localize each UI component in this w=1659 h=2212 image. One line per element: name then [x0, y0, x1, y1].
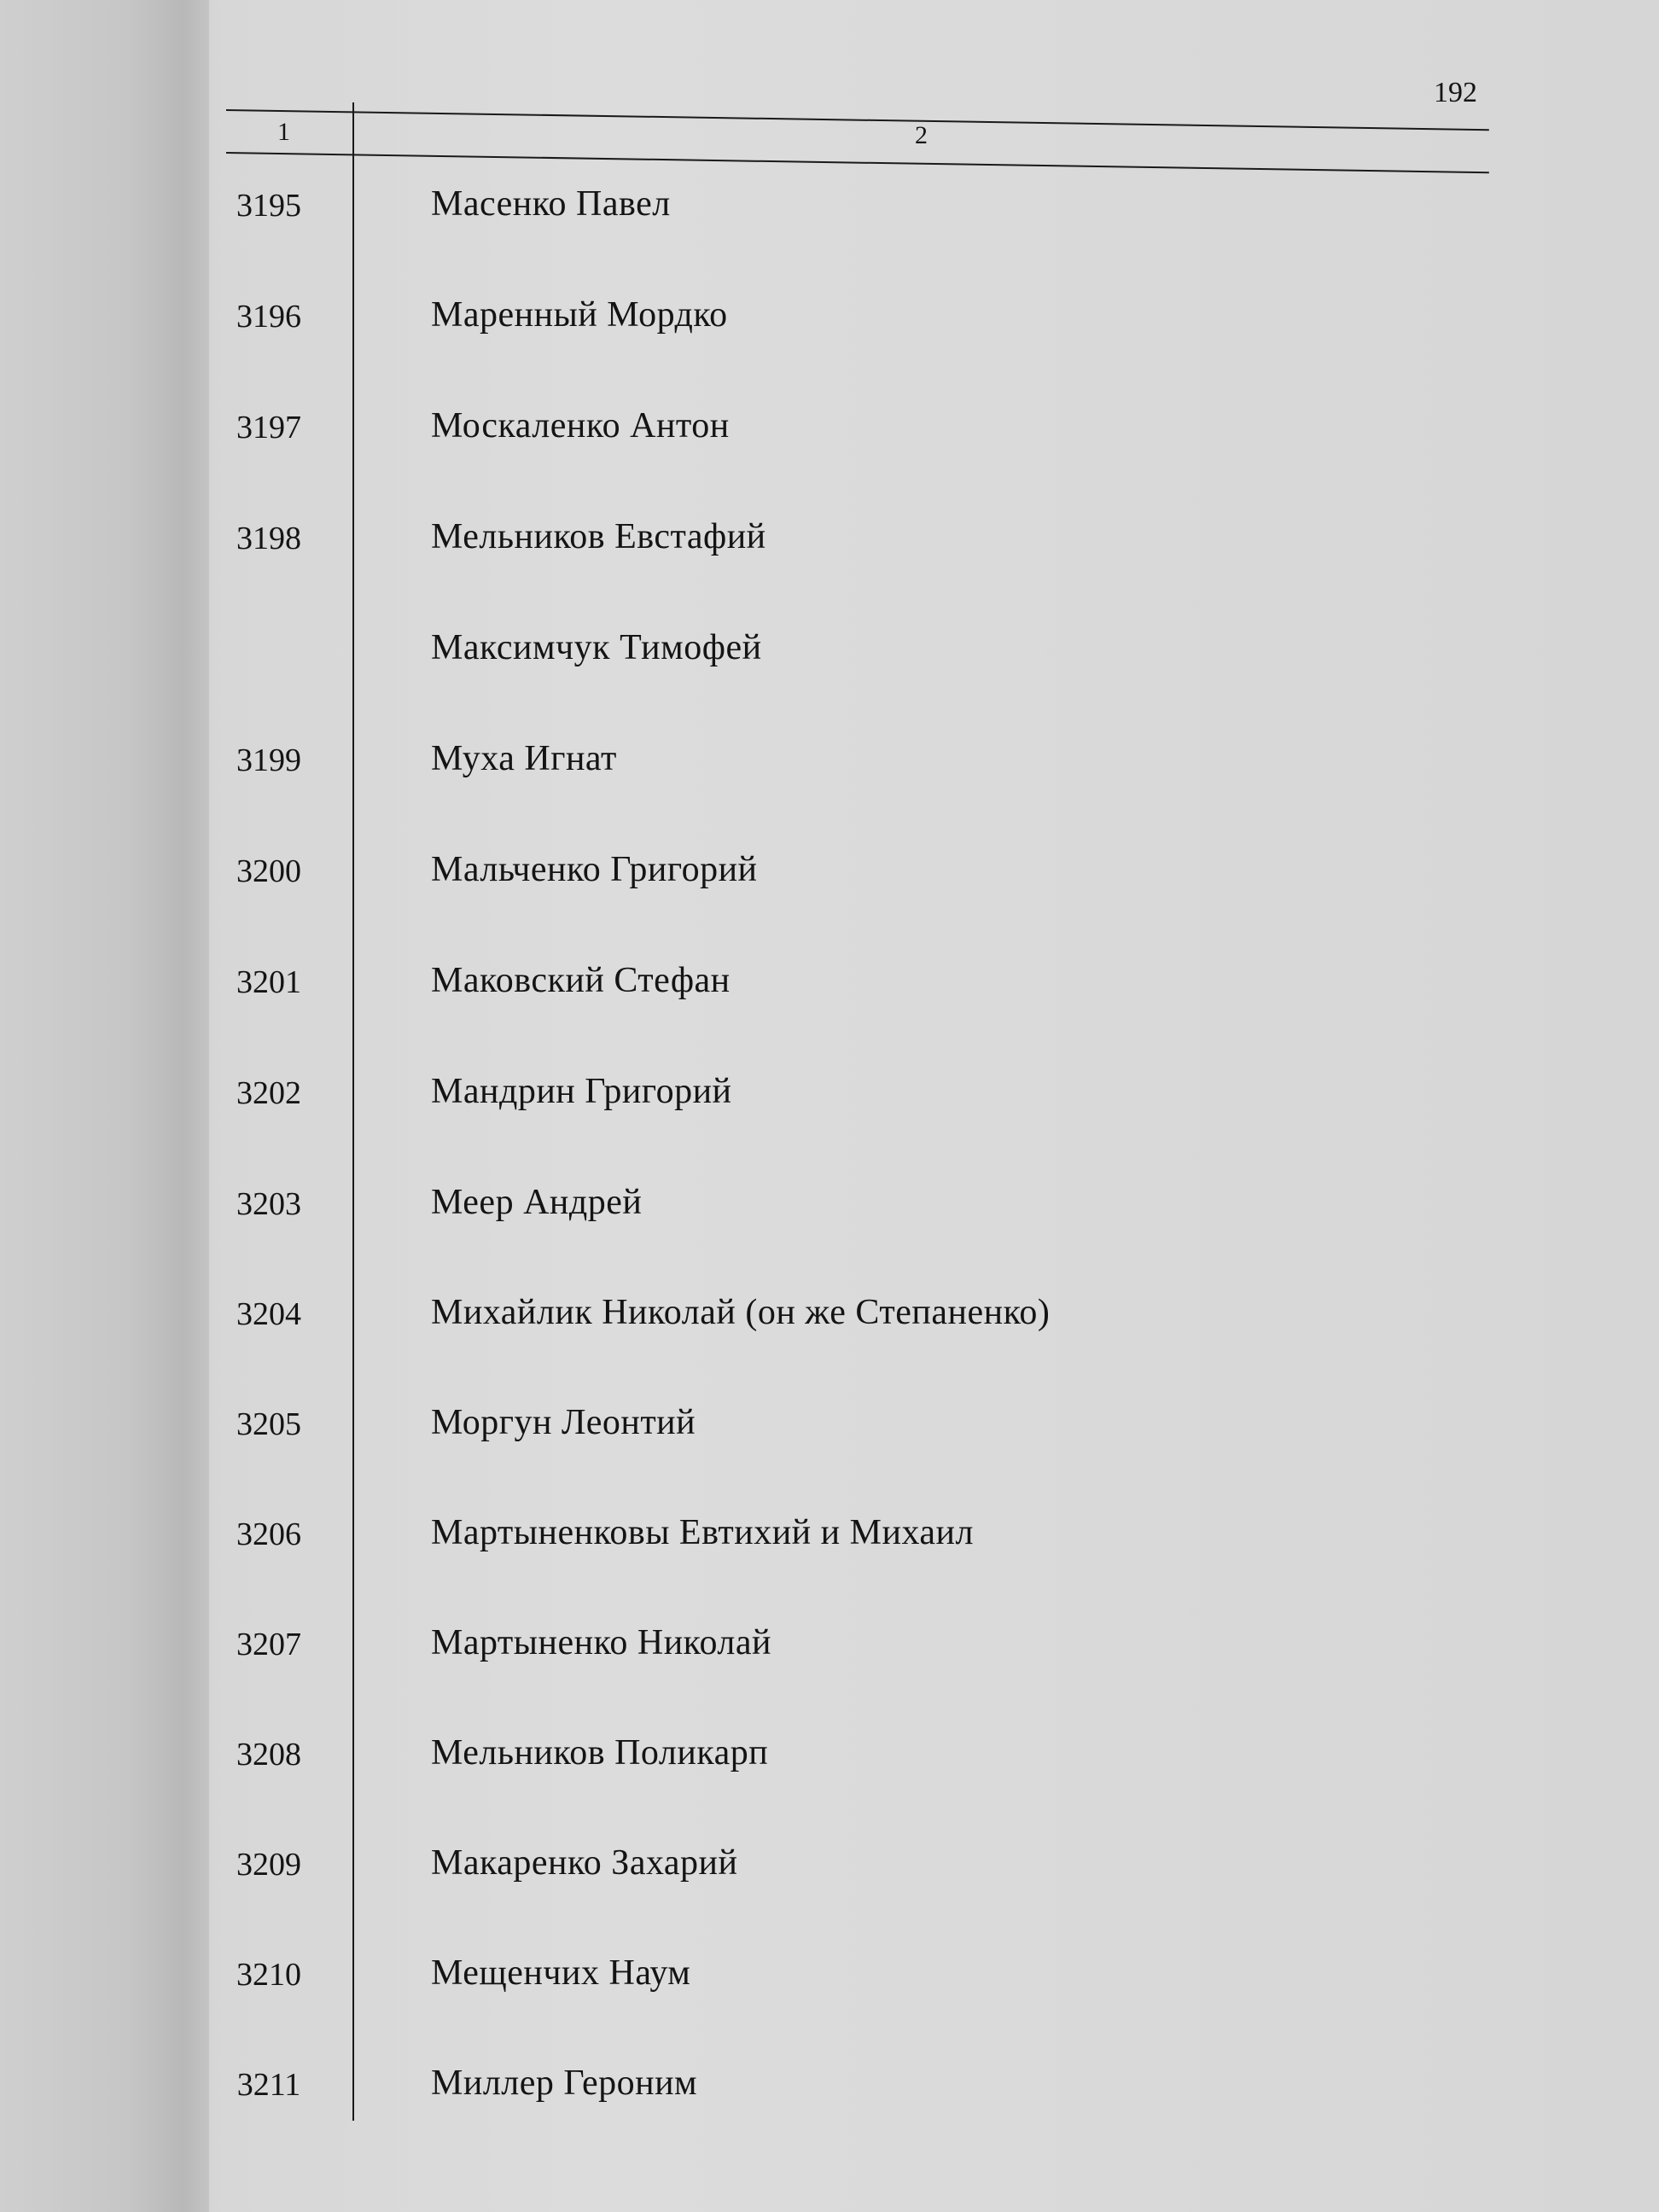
row-name: Муха Игнат	[431, 739, 617, 778]
row-name: Меер Андрей	[431, 1183, 643, 1222]
row-number: 3203	[236, 1186, 301, 1222]
row-name: Маренный Мордко	[431, 295, 728, 335]
row-name: Михайлик Николай (он же Степаненко)	[431, 1293, 1051, 1332]
row-number: 3195	[236, 188, 301, 224]
row-name: Макаренко Захарий	[431, 1843, 738, 1883]
table-top-rule	[226, 109, 1489, 131]
column-header-1: 1	[277, 118, 290, 146]
table-header-rule	[226, 152, 1489, 173]
row-number: 3206	[236, 1516, 301, 1552]
column-header-2: 2	[915, 121, 928, 149]
row-number: 3201	[236, 964, 301, 1000]
row-name: Москаленко Антон	[431, 406, 730, 445]
row-number: 3196	[236, 299, 301, 335]
row-name: Масенко Павел	[431, 184, 671, 224]
row-number: 3205	[236, 1406, 301, 1442]
row-number: 3209	[236, 1847, 301, 1883]
row-name: Мартыненковы Евтихий и Михаил	[431, 1513, 974, 1552]
page-number: 192	[1434, 77, 1477, 108]
column-divider	[352, 102, 354, 2121]
row-name: Маковский Стефан	[431, 961, 731, 1000]
row-name: Мельников Евстафий	[431, 517, 766, 556]
row-number: 3211	[236, 2067, 301, 2103]
row-name: Миллер Героним	[431, 2064, 698, 2103]
row-number: 3197	[236, 410, 301, 445]
row-number: 3198	[236, 521, 301, 556]
row-name: Мещенчих Наум	[431, 1953, 691, 1993]
row-number: 3210	[236, 1957, 301, 1993]
row-number: 3199	[236, 742, 301, 778]
row-number: 3208	[236, 1737, 301, 1773]
previous-page-edge	[0, 0, 209, 2212]
row-name: Мартыненко Николай	[431, 1623, 771, 1662]
row-name: Мельников Поликарп	[431, 1733, 769, 1773]
row-number: 3207	[236, 1627, 301, 1662]
row-name: Мандрин Григорий	[431, 1072, 732, 1111]
row-number: 3204	[236, 1296, 301, 1332]
row-number: 3202	[236, 1075, 301, 1111]
row-name: Максимчук Тимофей	[431, 628, 762, 667]
row-name: Моргун Леонтий	[431, 1403, 696, 1442]
row-name: Мальченко Григорий	[431, 850, 758, 889]
row-number: 3200	[236, 853, 301, 889]
